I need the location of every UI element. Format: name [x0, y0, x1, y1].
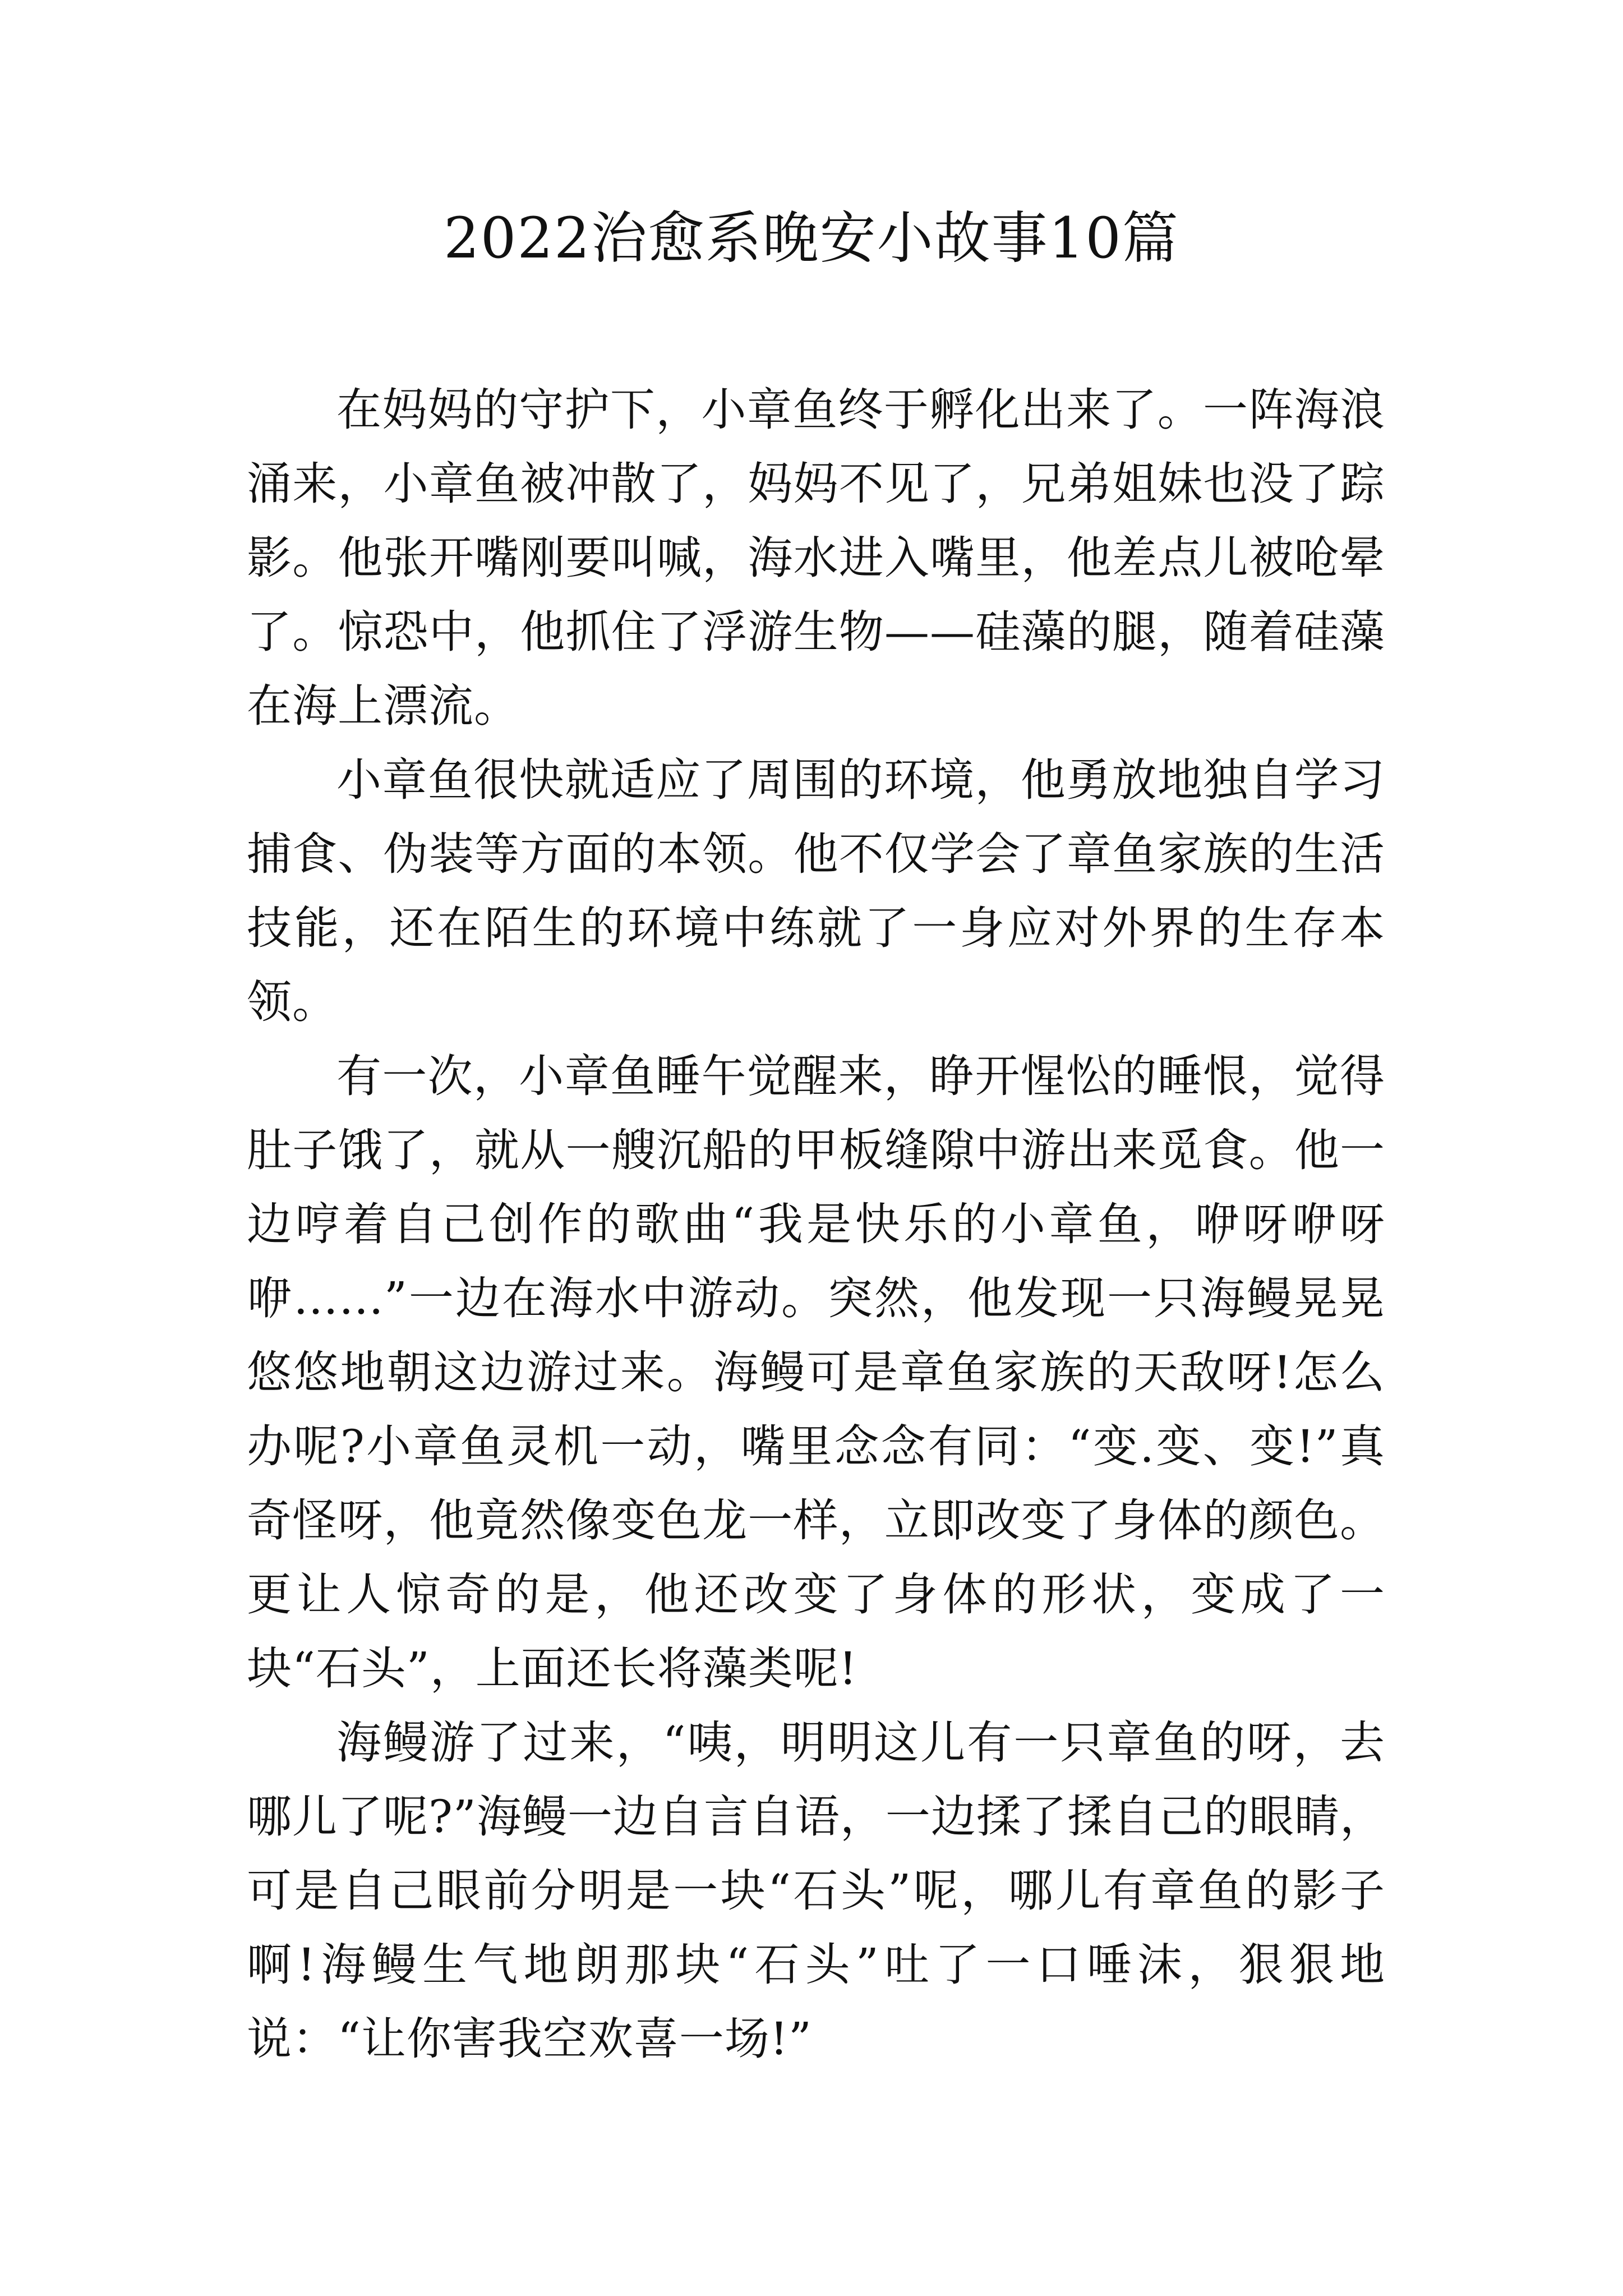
paragraph-2: 小章鱼很快就适应了周围的环境，他勇放地独自学习捕食、伪装等方面的本领。他不仅学会了章鱼家族的生活技能，还在陌生的环境中练就了一身应对外界的生存本领。 — [247, 754, 1385, 1028]
paragraph-4: 海鳗游了过来，“咦，明明这儿有一只章鱼的呀，去哪儿了呢?”海鳗一边自言自语，一边揉了揉自己的眼睛，可是自己眼前分明是一块“石头”呢，哪儿有章鱼的影子啊!海鳗生气地朗那块“石头”吐了一口唾沫，狠狠地说：“让你害我空欢喜一场!” — [247, 1717, 1385, 2065]
paragraph-3: 有一次，小章鱼睡午觉醒来，睁开惺忪的睡恨，觉得肚子饿了，就从一艘沉船的甲板缝隙中游出来觅食。他一边哼着自己创作的歌曲“我是快乐的小章鱼，咿呀咿呀咿……”一边在海水中游动。突然，他发现一只海鳗晃晃悠悠地朝这边游过来。海鳗可是章鱼家族的天敌呀!怎么办呢?小章鱼灵机一动，嘴里念念有同：“变.变、变!”真奇怪呀，他竟然像变色龙一样，立即改变了身体的颜色。更让人惊奇的是，他还改变了身体的形状，变成了一块“石头”，上面还长将藻类呢! — [247, 1050, 1385, 1695]
document-title: 2022治愈系晚安小故事10篇 — [444, 205, 1179, 271]
paragraph-1: 在妈妈的守护下，小章鱼终于孵化出来了。一阵海浪涌来，小章鱼被冲散了，妈妈不见了，兄弟姐妹也没了踪影。他张开嘴刚要叫喊，海水进入嘴里，他差点儿被呛晕了。惊恐中，他抓住了浮游生物——硅藻的腿，随着硅藻在海上漂流。 — [247, 384, 1385, 732]
document-body — [247, 373, 1385, 2076]
